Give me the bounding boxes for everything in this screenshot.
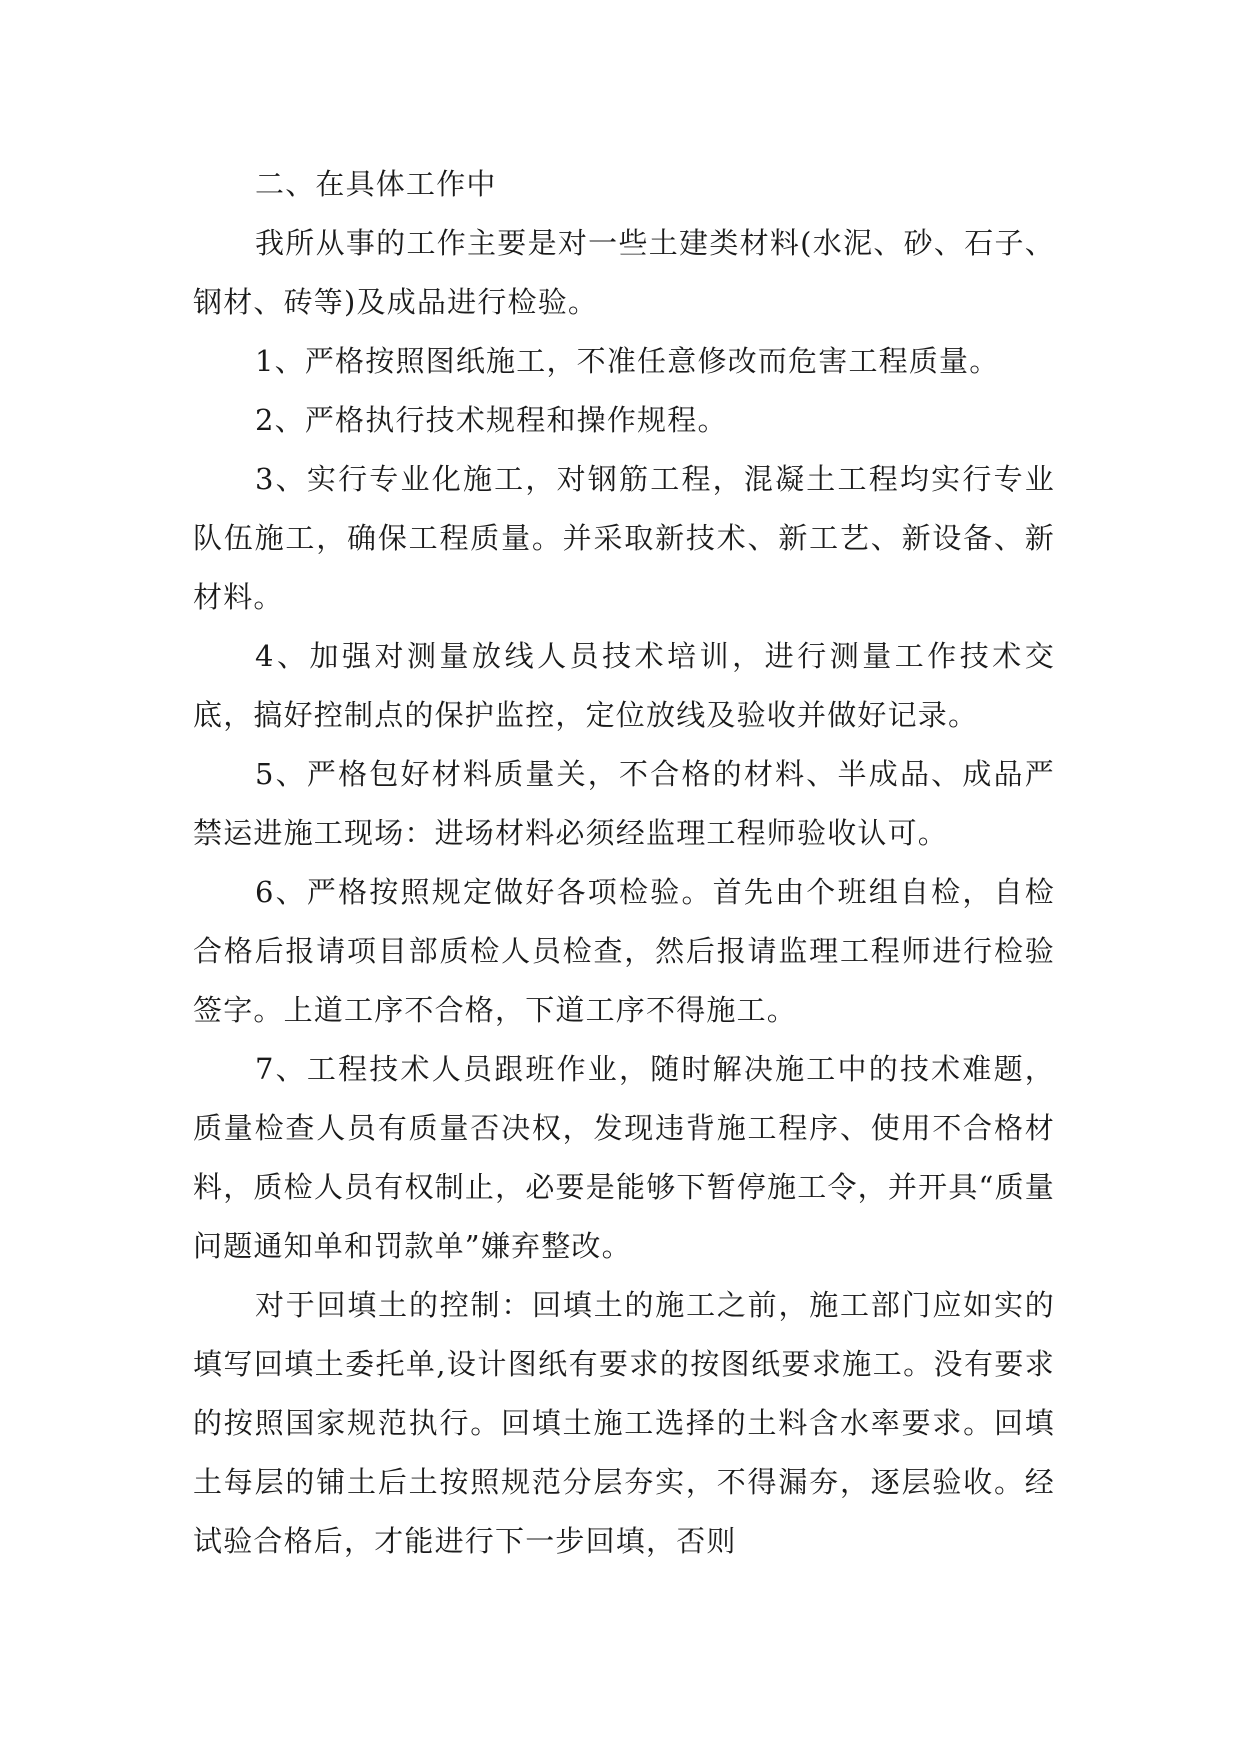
list-item-5: 5、严格包好材料质量关，不合格的材料、半成品、成品严禁运进施工现场：进场材料必须经监理工程师验收认可。: [193, 757, 1055, 850]
list-item-1: 1、严格按照图纸施工，不准任意修改而危害工程质量。: [255, 344, 1000, 378]
list-item-3: 3、实行专业化施工，对钢筋工程，混凝土工程均实行专业队伍施工，确保工程质量。并采取新技术、新工艺、新设备、新材料。: [193, 462, 1055, 614]
list-item-2: 2、严格执行技术规程和操作规程。: [255, 403, 728, 437]
section-heading: 二、在具体工作中: [255, 167, 497, 201]
paragraph-backfill: 对于回填土的控制：回填土的施工之前，施工部门应如实的填写回填土委托单,设计图纸有要求的按图纸要求施工。没有要求的按照国家规范执行。回填土施工选择的土料含水率要求。回填土每层的铺土后土按照规范分层夯实，不得漏夯，逐层验收。经试验合格后，才能进行下一步回填，否则: [193, 1288, 1055, 1558]
document-body: [193, 155, 1055, 1571]
list-item-6: 6、严格按照规定做好各项检验。首先由个班组自检，自检合格后报请项目部质检人员检查，然后报请监理工程师进行检验签字。上道工序不合格，下道工序不得施工。: [193, 875, 1055, 1027]
paragraph-intro: 我所从事的工作主要是对一些土建类材料(水泥、砂、石子、钢材、砖等)及成品进行检验。: [193, 226, 1055, 319]
list-item-7: 7、工程技术人员跟班作业，随时解决施工中的技术难题，质量检查人员有质量否决权，发现违背施工程序、使用不合格材料，质检人员有权制止，必要是能够下暂停施工令，并开具“质量问题通知单和罚款单”嫌弃整改。: [193, 1052, 1055, 1263]
list-item-4: 4、加强对测量放线人员技术培训，进行测量工作技术交底，搞好控制点的保护监控，定位放线及验收并做好记录。: [193, 639, 1055, 732]
